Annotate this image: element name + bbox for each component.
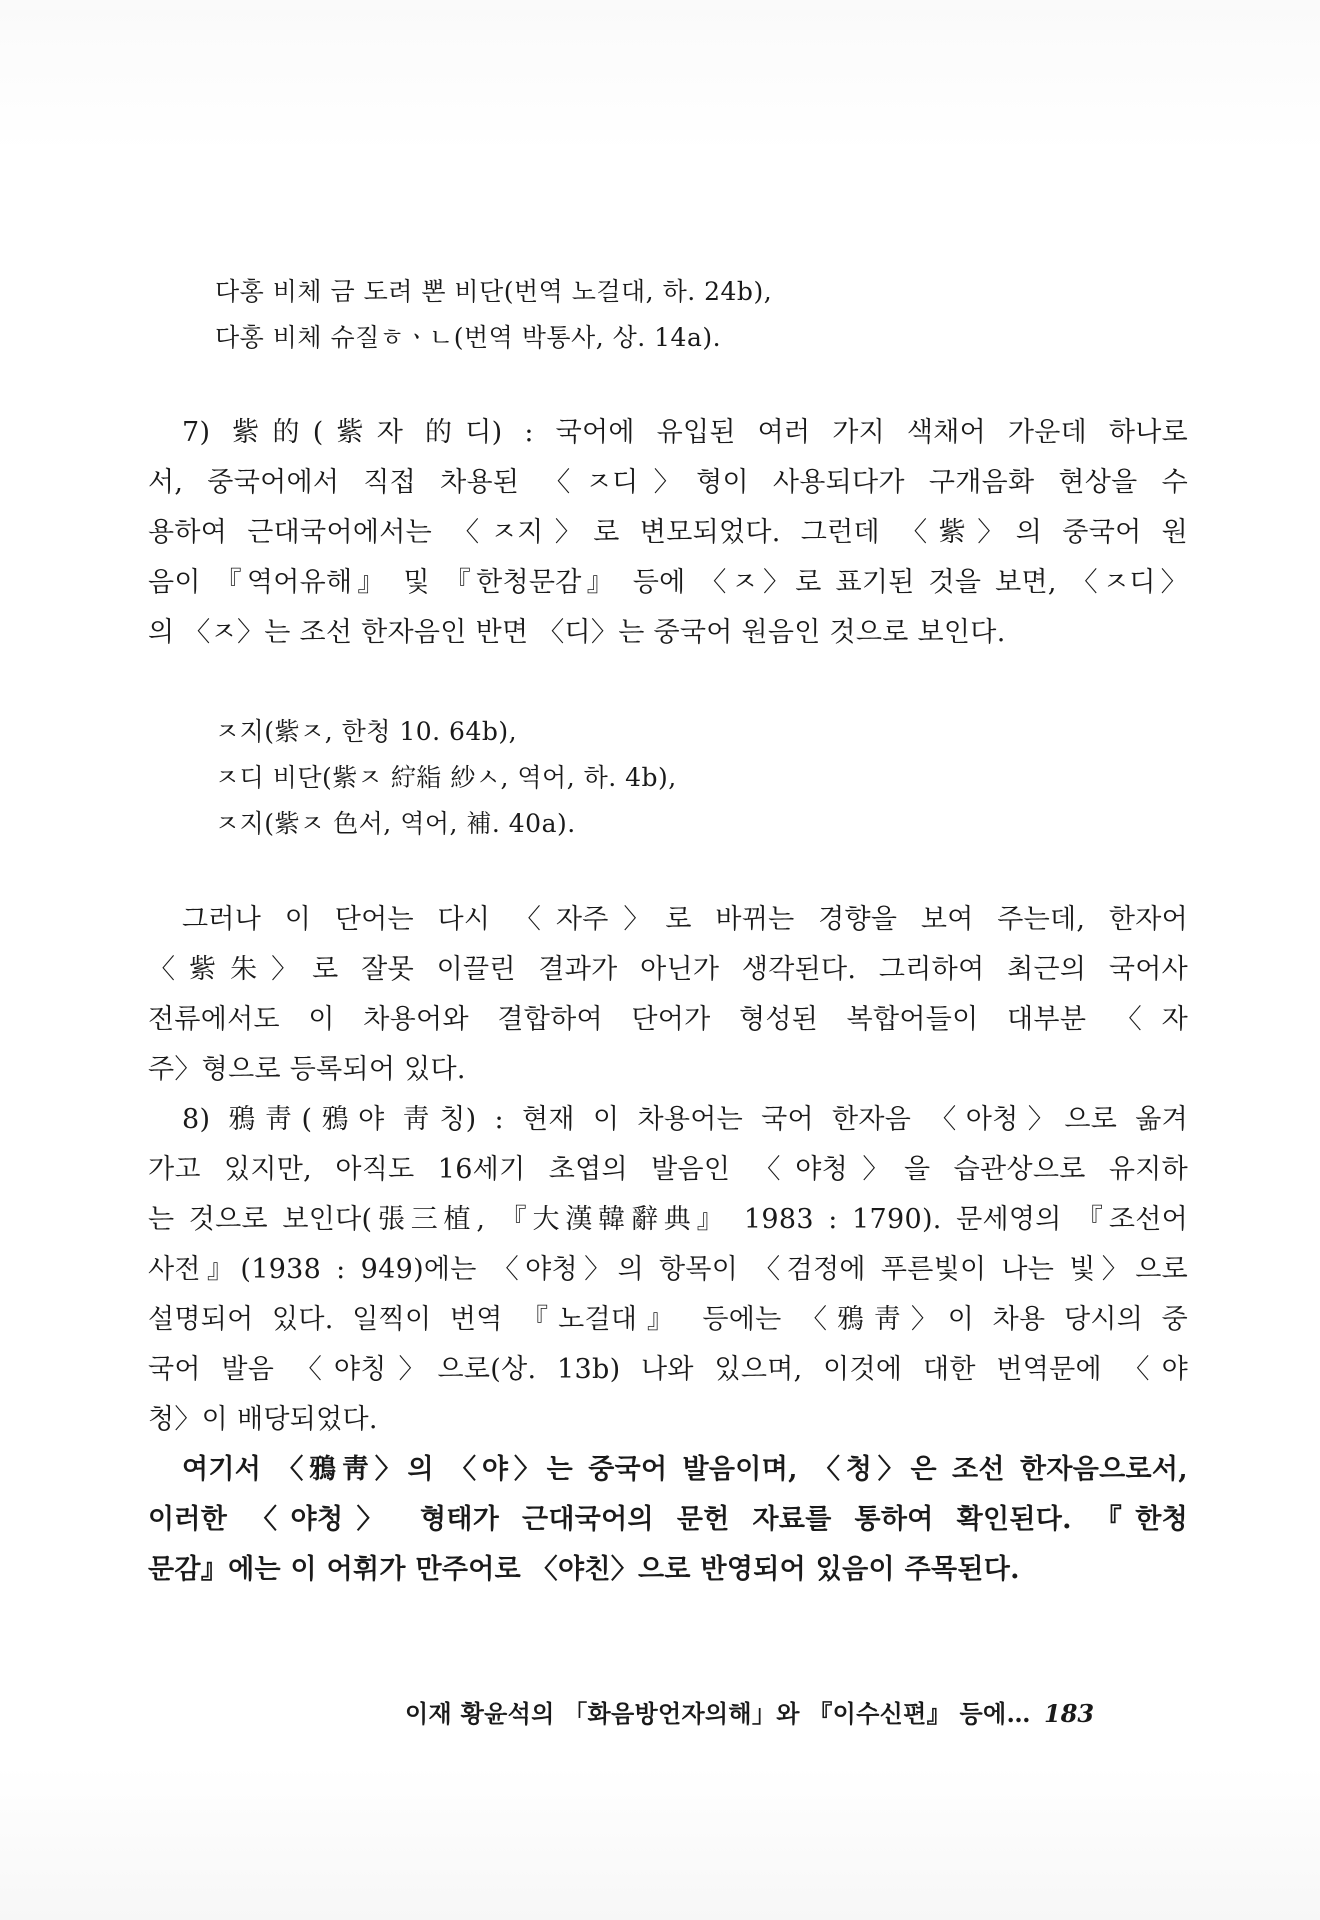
paragraph-7-line: 음이 『역어유해』 및 『한청문감』 등에 〈ㅈ〉로 표기된 것을 보면, 〈ㅈ디〉 <box>148 567 1188 598</box>
page-number: 183 <box>1044 1699 1095 1728</box>
paragraph-8-line: 8) 鴉靑(鴉야 靑칭) : 현재 이 차용어는 국어 한자음 〈아청〉으로 옮겨 <box>182 1104 1188 1135</box>
paragraph-last-line: 여기서 〈鴉靑〉의 〈야〉는 중국어 발음이며, 〈청〉은 조선 한자음으로서, <box>182 1454 1188 1485</box>
paragraph-8-line: 국어 발음 〈야칭〉으로(상. 13b) 나와 있으며, 이것에 대한 번역문에 〈야 <box>148 1354 1188 1385</box>
paragraph-line: 그러나 이 단어는 다시 〈자주〉로 바뀌는 경향을 보여 주는데, 한자어 <box>182 904 1188 935</box>
example-line: ㅈ지(紫ㅈ 色서, 역어, 補. 40a). <box>215 809 576 838</box>
paragraph-8-line: 설명되어 있다. 일찍이 번역 『노걸대』 등에는 〈鴉靑〉이 차용 당시의 중 <box>148 1304 1188 1335</box>
paragraph-7-line: 의 〈ㅈ〉는 조선 한자음인 반면 〈디〉는 중국어 원음인 것으로 보인다. <box>148 617 1006 648</box>
paragraph-8-line: 청〉이 배당되었다. <box>148 1404 378 1435</box>
paragraph-line: 전류에서도 이 차용어와 결합하여 단어가 형성된 복합어들이 대부분 〈자 <box>148 1004 1188 1035</box>
paragraph-line: 주〉형으로 등록되어 있다. <box>148 1054 466 1085</box>
example-line: ㅈ지(紫ㅈ, 한청 10. 64b), <box>215 717 518 746</box>
paragraph-last-line: 이러한 〈야청〉 형태가 근대국어의 문헌 자료를 통하여 확인된다. 『한청 <box>148 1504 1188 1535</box>
paragraph-7-line: 7) 紫的(紫자 的디) : 국어에 유입된 여러 가지 색채어 가운데 하나로 <box>182 417 1188 448</box>
paragraph-8-line: 사전』(1938 : 949)에는 〈야청〉의 항목이 〈검정에 푸른빛이 나는 빛〉으로 <box>148 1254 1188 1285</box>
example-line: ㅈ디 비단(紫ㅈ 紵𥿻 紗ㅅ, 역어, 하. 4b), <box>215 763 677 792</box>
paragraph-8-line: 가고 있지만, 아직도 16세기 초엽의 발음인 〈야청〉을 습관상으로 유지하 <box>148 1154 1188 1185</box>
paragraph-7-line: 용하여 근대국어에서는 〈ㅈ지〉로 변모되었다. 그런데 〈紫〉의 중국어 원 <box>148 517 1188 548</box>
example-line: 다홍 비체 슈질ㅎㆍㄴ(번역 박통사, 상. 14a). <box>215 323 722 352</box>
paragraph-8-line: 는 것으로 보인다(張三植, 『大漢韓辭典』 1983 : 1790). 문세영의 『조선어 <box>148 1204 1188 1235</box>
running-footer-title: 이재 황윤석의 「화음방언자의해」와 『이수신편』 등에… <box>405 1699 1031 1728</box>
example-line: 다홍 비체 금 도려 뽄 비단(번역 노걸대, 하. 24b), <box>215 277 773 306</box>
paragraph-last-line: 문감』에는 이 어휘가 만주어로 〈야친〉으로 반영되어 있음이 주목된다. <box>148 1554 1020 1585</box>
paragraph-7-line: 서, 중국어에서 직접 차용된 〈ㅈ디〉형이 사용되다가 구개음화 현상을 수 <box>148 467 1188 498</box>
paragraph-line: 〈紫朱〉로 잘못 이끌린 결과가 아닌가 생각된다. 그리하여 최근의 국어사 <box>148 954 1188 985</box>
